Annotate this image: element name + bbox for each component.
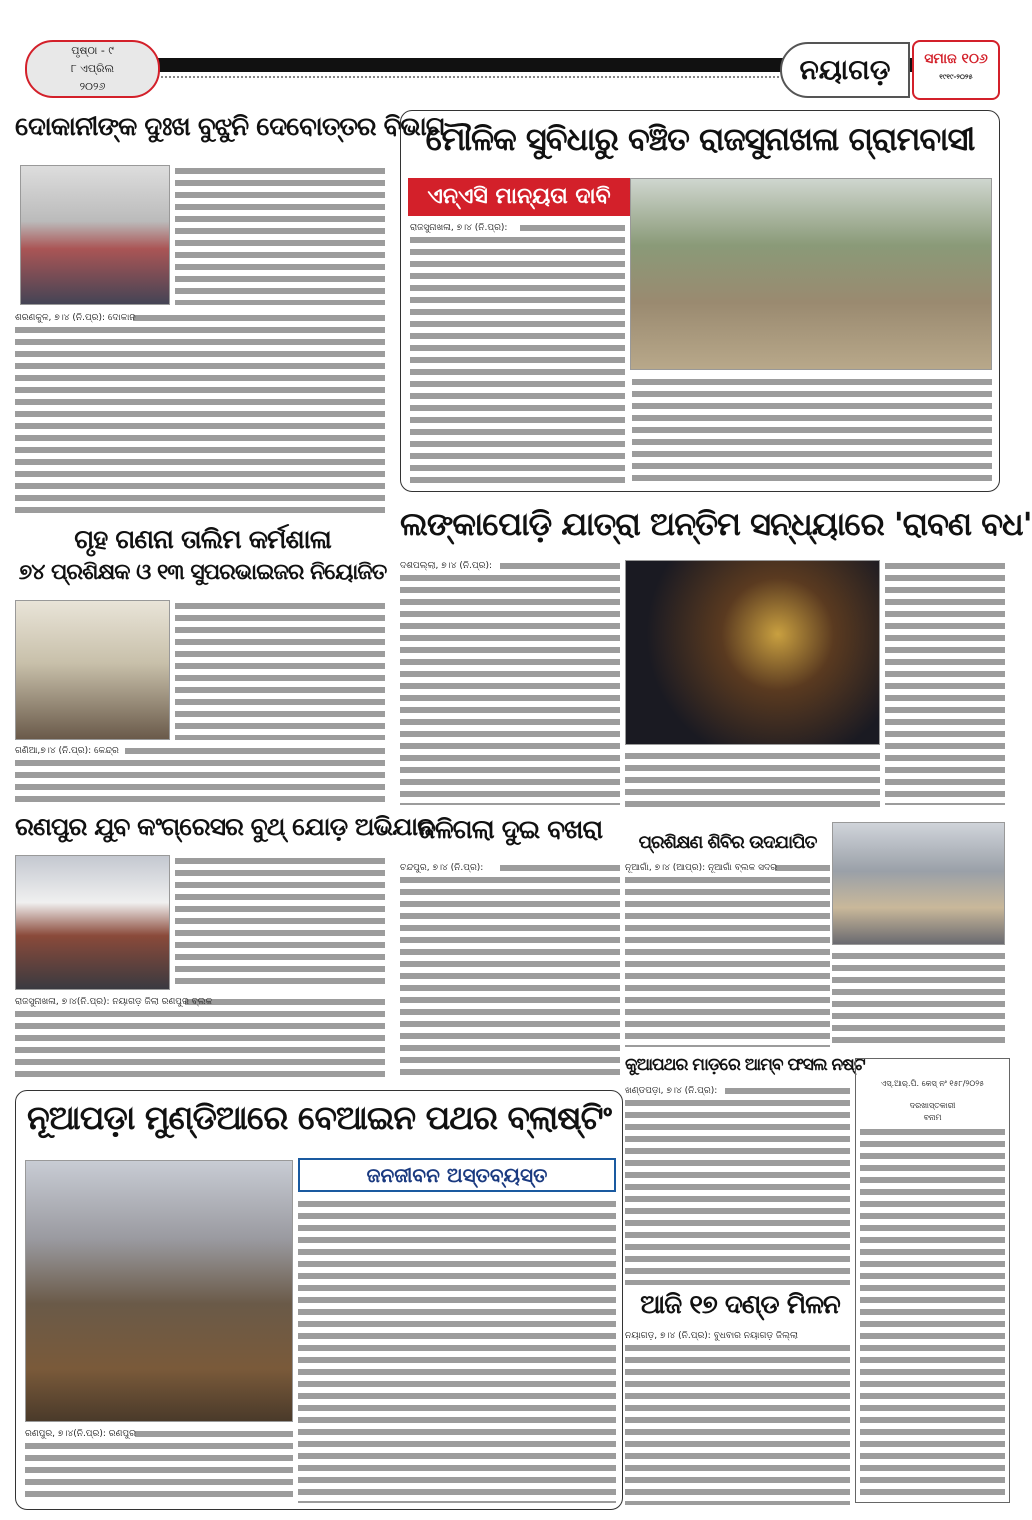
article-body — [175, 855, 385, 990]
article-body — [832, 950, 1005, 1047]
headline-a9: ନୂଆପଡ଼ା ମୁଣ୍ଡିଆରେ ବେଆଇନ ପଥର ବ୍ଲାଷ୍ଟିଂ — [27, 1098, 611, 1137]
header-rule — [70, 76, 790, 80]
dateline: ଖଣ୍ଡପଡ଼ା, ୭।୪ (ନି.ପ୍ର): — [625, 1085, 725, 1097]
notice-case: ଏସ୍.ଆର୍.ପି. କେସ୍ ନଂ ୧୫୮/୨୦୨୫ — [860, 1078, 1005, 1090]
headline-a3: ଲଙ୍କାପୋଡ଼ି ଯାତ୍ରା ଅନ୍ତିମ ସନ୍ଧ୍ୟାରେ 'ରାବଣ ବଧ' — [400, 505, 1032, 543]
dateline: ନୂଆଗାଁ, ୭।୪ (ଆପ୍ର): ନୂଆଗାଁ ବ୍ଲକ ସଦର — [625, 863, 778, 873]
headline-a7: ପ୍ରଶିକ୍ଷଣ ଶିବିର ଉଦଯାପିତ — [638, 832, 817, 853]
article-body — [885, 560, 1005, 805]
article-body — [175, 165, 385, 305]
page-date-badge — [25, 40, 160, 98]
dateline: ରାଜସୁନାଖଳା, ୭।୪ (ନି.ପ୍ର): — [410, 222, 520, 234]
tag-nac-demand: ଏନ୍‌ଏସି ମାନ୍ୟତା ଦାବି — [408, 178, 630, 216]
article-body — [625, 1330, 850, 1505]
photo-youth-congress — [15, 855, 170, 990]
dateline: ରାଜସୁନାଖଳା, ୭।୪(ନି.ପ୍ର): ନୟାଗଡ଼ ଜିଲା ରଣପୁର ବ୍ଲକ — [15, 997, 213, 1007]
year: ୨୦୨୬ — [79, 80, 106, 93]
notice-petitioner: ଦରଖାସ୍ତକାରୀ — [860, 1100, 1005, 1112]
photo-training-camp — [832, 822, 1005, 945]
dateline: ଚନ୍ଦପୁର, ୭।୪ (ନି.ପ୍ର): — [400, 862, 500, 874]
subhead-a4: ୭୪ ପ୍ରଶିକ୍ଷକ ଓ ୧୩ ସୁପରଭାଇଜର ନିୟୋଜିତ — [18, 560, 387, 585]
photo-ravana-badha — [625, 560, 880, 745]
headline-a10: ଆଜି ୧୭ ଦଣ୍ଡ ମିଳନ — [640, 1290, 840, 1320]
samaja-logo: ସମାଜ ୧୦୬ ୧୯୧୯-୨୦୨୫ — [912, 40, 1000, 100]
headline-a8: କୁଆପଥର ମାଡ଼ରେ ଆମ୍ବ ଫସଲ ନଷ୍ଟ — [625, 1055, 865, 1075]
article-body — [400, 862, 620, 1077]
article-body — [625, 750, 880, 810]
dateline: ଶରଣକୁଳ, ୭।୪ (ନି.ପ୍ର): ଦୋକାନ — [15, 313, 136, 323]
photo-shop-owners — [20, 165, 170, 305]
notice-versus: ବନାମ — [860, 1112, 1005, 1124]
photo-village-road — [630, 178, 992, 370]
headline-a6: ଜଳିଗଲା ଦୁଇ ବଖରା — [417, 815, 603, 845]
article-body — [15, 312, 385, 517]
article-body — [298, 1198, 616, 1503]
headline-a4: ଗୃହ ଗଣନା ତାଲିମ କର୍ମଶାଳା — [74, 525, 331, 555]
photo-census-workshop — [15, 600, 170, 740]
article-body — [400, 560, 620, 805]
dateline: ଦଶପଲ୍ଲା, ୭।୪ (ନି.ପ୍ର): — [400, 560, 500, 572]
date: ୮ ଏପ୍ରିଲ — [70, 62, 115, 75]
dateline: ନୟାଗଡ଼, ୭।୪ (ନି.ପ୍ର): ବୁଧବାର ନୟାଗଡ଼ ଜିଲ୍ଲା — [625, 1330, 850, 1342]
dateline: ଗଣିଆ,୭।୪ (ନି.ପ୍ର): କେନ୍ଦ୍ର — [15, 745, 125, 757]
tag-life-disrupted: ଜନଜୀବନ ଅସ୍ତବ୍ୟସ୍ତ — [298, 1158, 616, 1192]
headline-a5: ରଣପୁର ଯୁବ କଂଗ୍ରେସର ବୁଥ୍ ଯୋଡ଼ ଅଭିଯାନ — [15, 812, 434, 841]
article-body — [175, 600, 385, 740]
notice-body — [860, 1126, 1005, 1498]
headline-a1: ଦୋକାନୀଙ୍କ ଦୁଃଖ ବୁଝୁନି ଦେବୋତ୍ତର ବିଭାଗ — [15, 112, 445, 142]
article-body — [632, 376, 992, 486]
article-body — [625, 862, 830, 1047]
page-number: ପୃଷ୍ଠା - ୯ — [71, 44, 114, 57]
section-badge: ନୟାଗଡ଼ — [780, 42, 910, 98]
headline-a2: ମୌଳିକ ସୁବିଧାରୁ ବଞ୍ଚିତ ରାଜସୁନାଖଳା ଗ୍ରାମବାସୀ — [425, 120, 975, 158]
dateline: ରଣପୁର, ୭।୪(ନି.ପ୍ର): ରଣପୁର — [25, 1429, 136, 1439]
photo-stone-blasting — [25, 1160, 293, 1422]
article-body — [15, 996, 385, 1078]
article-body — [410, 222, 625, 484]
article-body — [625, 1085, 850, 1285]
